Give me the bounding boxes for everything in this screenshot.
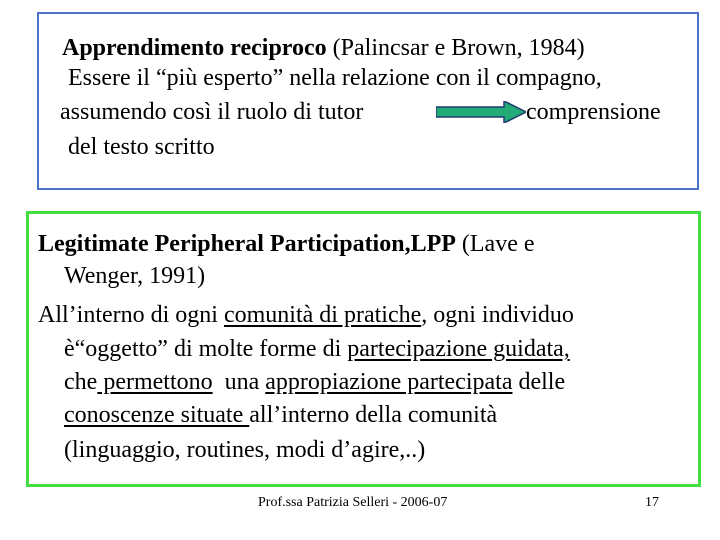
- communities-of-practice-text: comunità di pratiche: [223, 302, 422, 328]
- footer-author: Prof.ssa Patrizia Selleri - 2006-07: [258, 495, 448, 510]
- guided-participation-text: partecipazione guidata,: [347, 336, 570, 362]
- box1-title: Apprendimento reciproco: [62, 35, 327, 61]
- box2-line5-c: delle: [512, 369, 566, 395]
- box2-line6-b: all’interno della comunità: [249, 402, 498, 428]
- box1-line1: [62, 34, 585, 62]
- box1-line3-left: assumendo così il ruolo di tutor: [60, 99, 364, 125]
- box2-line4: [64, 335, 570, 363]
- situated-knowledge-text: conoscenze situate: [64, 402, 250, 428]
- box1-line2: Essere il “più esperto” nella relazione con il compagno,: [68, 65, 602, 91]
- box2-line2: Wenger, 1991): [64, 263, 206, 289]
- box2-line3-a: All’interno di ogni: [38, 302, 224, 328]
- box2-line7: (linguaggio, routines, modi d’agire,..): [64, 437, 426, 463]
- right-arrow-icon: [436, 101, 526, 123]
- box2-line4-a: è“oggetto” di molte forme di: [64, 336, 348, 362]
- box1-line4: del testo scritto: [68, 134, 215, 160]
- box2-title: Legitimate Peripheral Participation,LPP: [38, 231, 456, 257]
- box2-line5-a: che: [64, 369, 98, 395]
- page-number: 17: [645, 495, 659, 510]
- box2-line5: [64, 368, 565, 396]
- participatory-appropriation-text: appropiazione partecipata: [265, 369, 513, 395]
- box1-line3-right: comprensione: [526, 99, 661, 125]
- box2-line1: [38, 230, 535, 258]
- box1-citation: (Palincsar e Brown, 1984): [326, 35, 585, 61]
- box2-line6: [64, 401, 497, 429]
- box2-line5-u1: permettono: [97, 369, 213, 395]
- box2-citation-start: (Lave e: [455, 231, 535, 257]
- box2-line3-b: , ogni individuo: [421, 302, 574, 328]
- box2-line5-b: una: [212, 369, 266, 395]
- box2-line3: [38, 301, 574, 329]
